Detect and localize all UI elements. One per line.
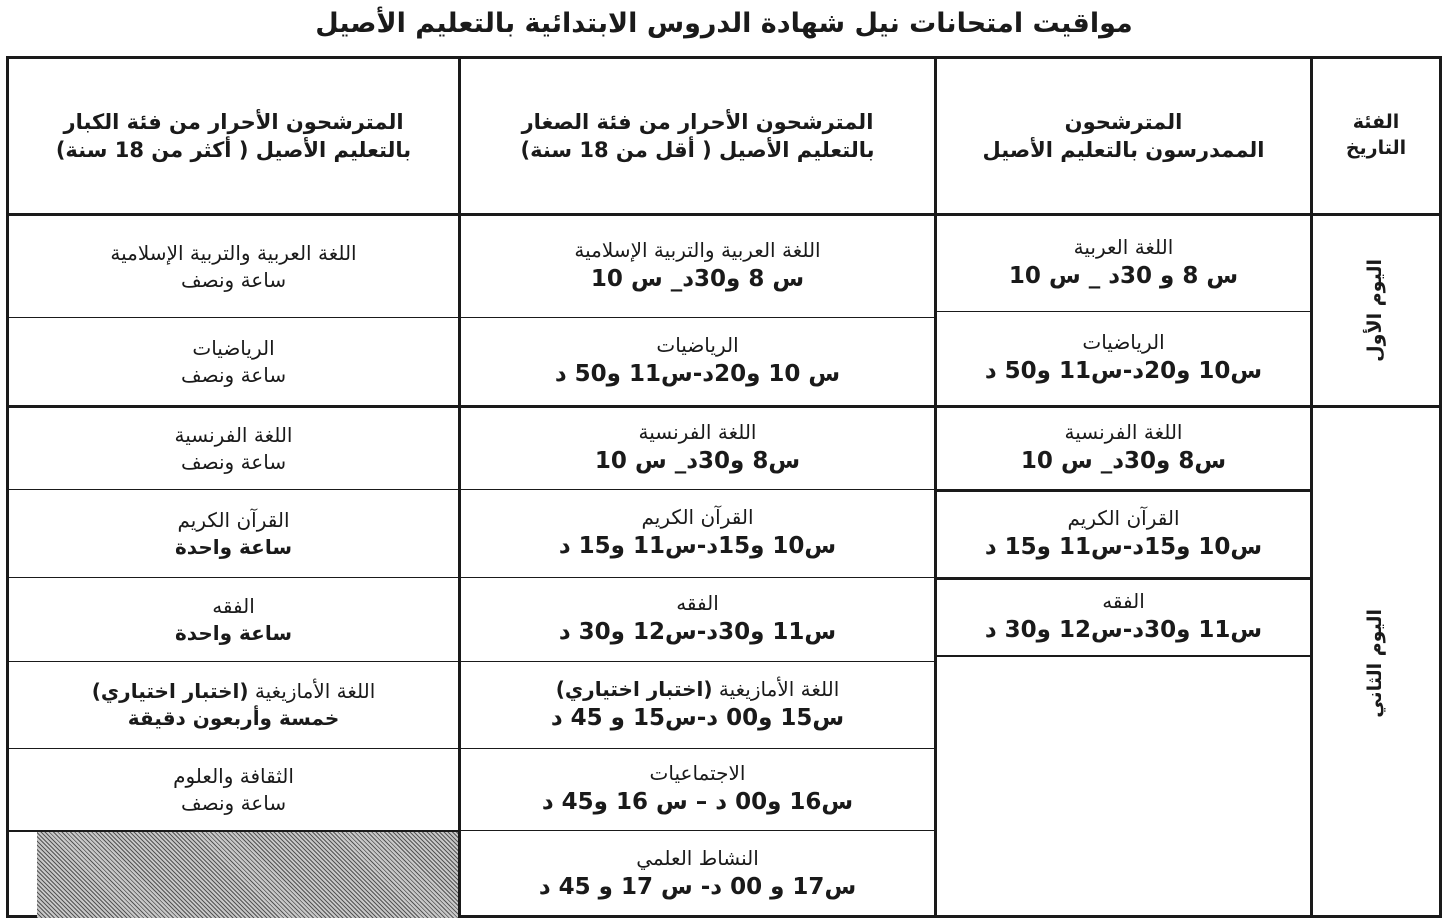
adult-exam: اللغة العربية والتربية الإسلامية ساعة ونصف — [110, 240, 357, 292]
day2-cell — [1313, 408, 1439, 918]
day1-cell — [1313, 216, 1439, 405]
adult-exam: اللغة الفرنسية ساعة ونصف — [174, 422, 293, 474]
adult-exam: الفقه ساعة واحدة — [175, 593, 292, 645]
young-exam: النشاط العلمي س17 و 00 د- س 17 و 45 د — [538, 846, 857, 901]
enrolled-exam: الفقه س11 و30د-س12 و30 د — [984, 589, 1263, 644]
header-category: الفئة — [1352, 111, 1400, 134]
enrolled-exam: القرآن الكريم س10 و15د-س11 و15 د — [984, 506, 1263, 561]
young-exam: اللغة الفرنسية س8 و30د_ س 10 — [594, 420, 801, 475]
adult-exam: القرآن الكريم ساعة واحدة — [175, 507, 292, 559]
header-date: التاريخ — [1345, 137, 1407, 159]
header-young: المترشحون الأحرار من فئة الصغار بالتعليم الأصيل ( أقل من 18 سنة) — [520, 109, 875, 162]
enrolled-exam: اللغة الفرنسية س8 و30د_ س 10 — [1020, 420, 1227, 475]
adult-exam: الثقافة والعلوم ساعة ونصف — [173, 763, 294, 815]
header-enrolled: المترشحون الممدرسون بالتعليم الأصيل — [982, 109, 1265, 162]
young-exam: الرياضيات س 10 و20د-س11 و50 د — [554, 333, 841, 388]
young-exam: الاجتماعيات س16 و00 د – س 16 و45 د — [541, 761, 854, 816]
empty-hatched-cell — [37, 832, 458, 918]
adult-exam: اللغة الأمازيغية (اختبار اختياري) خمسة وأربعون دقيقة — [91, 679, 376, 730]
young-exam: القرآن الكريم س10 و15د-س11 و15 د — [558, 505, 837, 560]
page-title: مواقيت امتحانات نيل شهادة الدروس الابتدائية بالتعليم الأصيل — [315, 8, 1133, 39]
young-exam: اللغة العربية والتربية الإسلامية س 8 و30د_ س 10 — [574, 238, 821, 293]
header-category-date — [1313, 59, 1439, 213]
adult-exam: الرياضيات ساعة ونصف — [180, 335, 287, 387]
enrolled-exam: اللغة العربية س 8 و 30د _ س 10 — [1008, 235, 1239, 290]
young-exam: الفقه س11 و30د-س12 و30 د — [558, 591, 837, 646]
enrolled-exam: الرياضيات س10 و20د-س11 و50 د — [984, 330, 1263, 385]
header-adult: المترشحون الأحرار من فئة الكبار بالتعليم الأصيل ( أكثر من 18 سنة) — [55, 109, 412, 162]
day2-label: اليوم الثاني — [1364, 608, 1387, 718]
young-exam: اللغة الأمازيغية (اختبار اختياري) س15 و00 د-س15 و 45 د — [550, 676, 845, 731]
row-divider — [934, 655, 1313, 657]
day1-label: اليوم الأول — [1364, 259, 1387, 362]
